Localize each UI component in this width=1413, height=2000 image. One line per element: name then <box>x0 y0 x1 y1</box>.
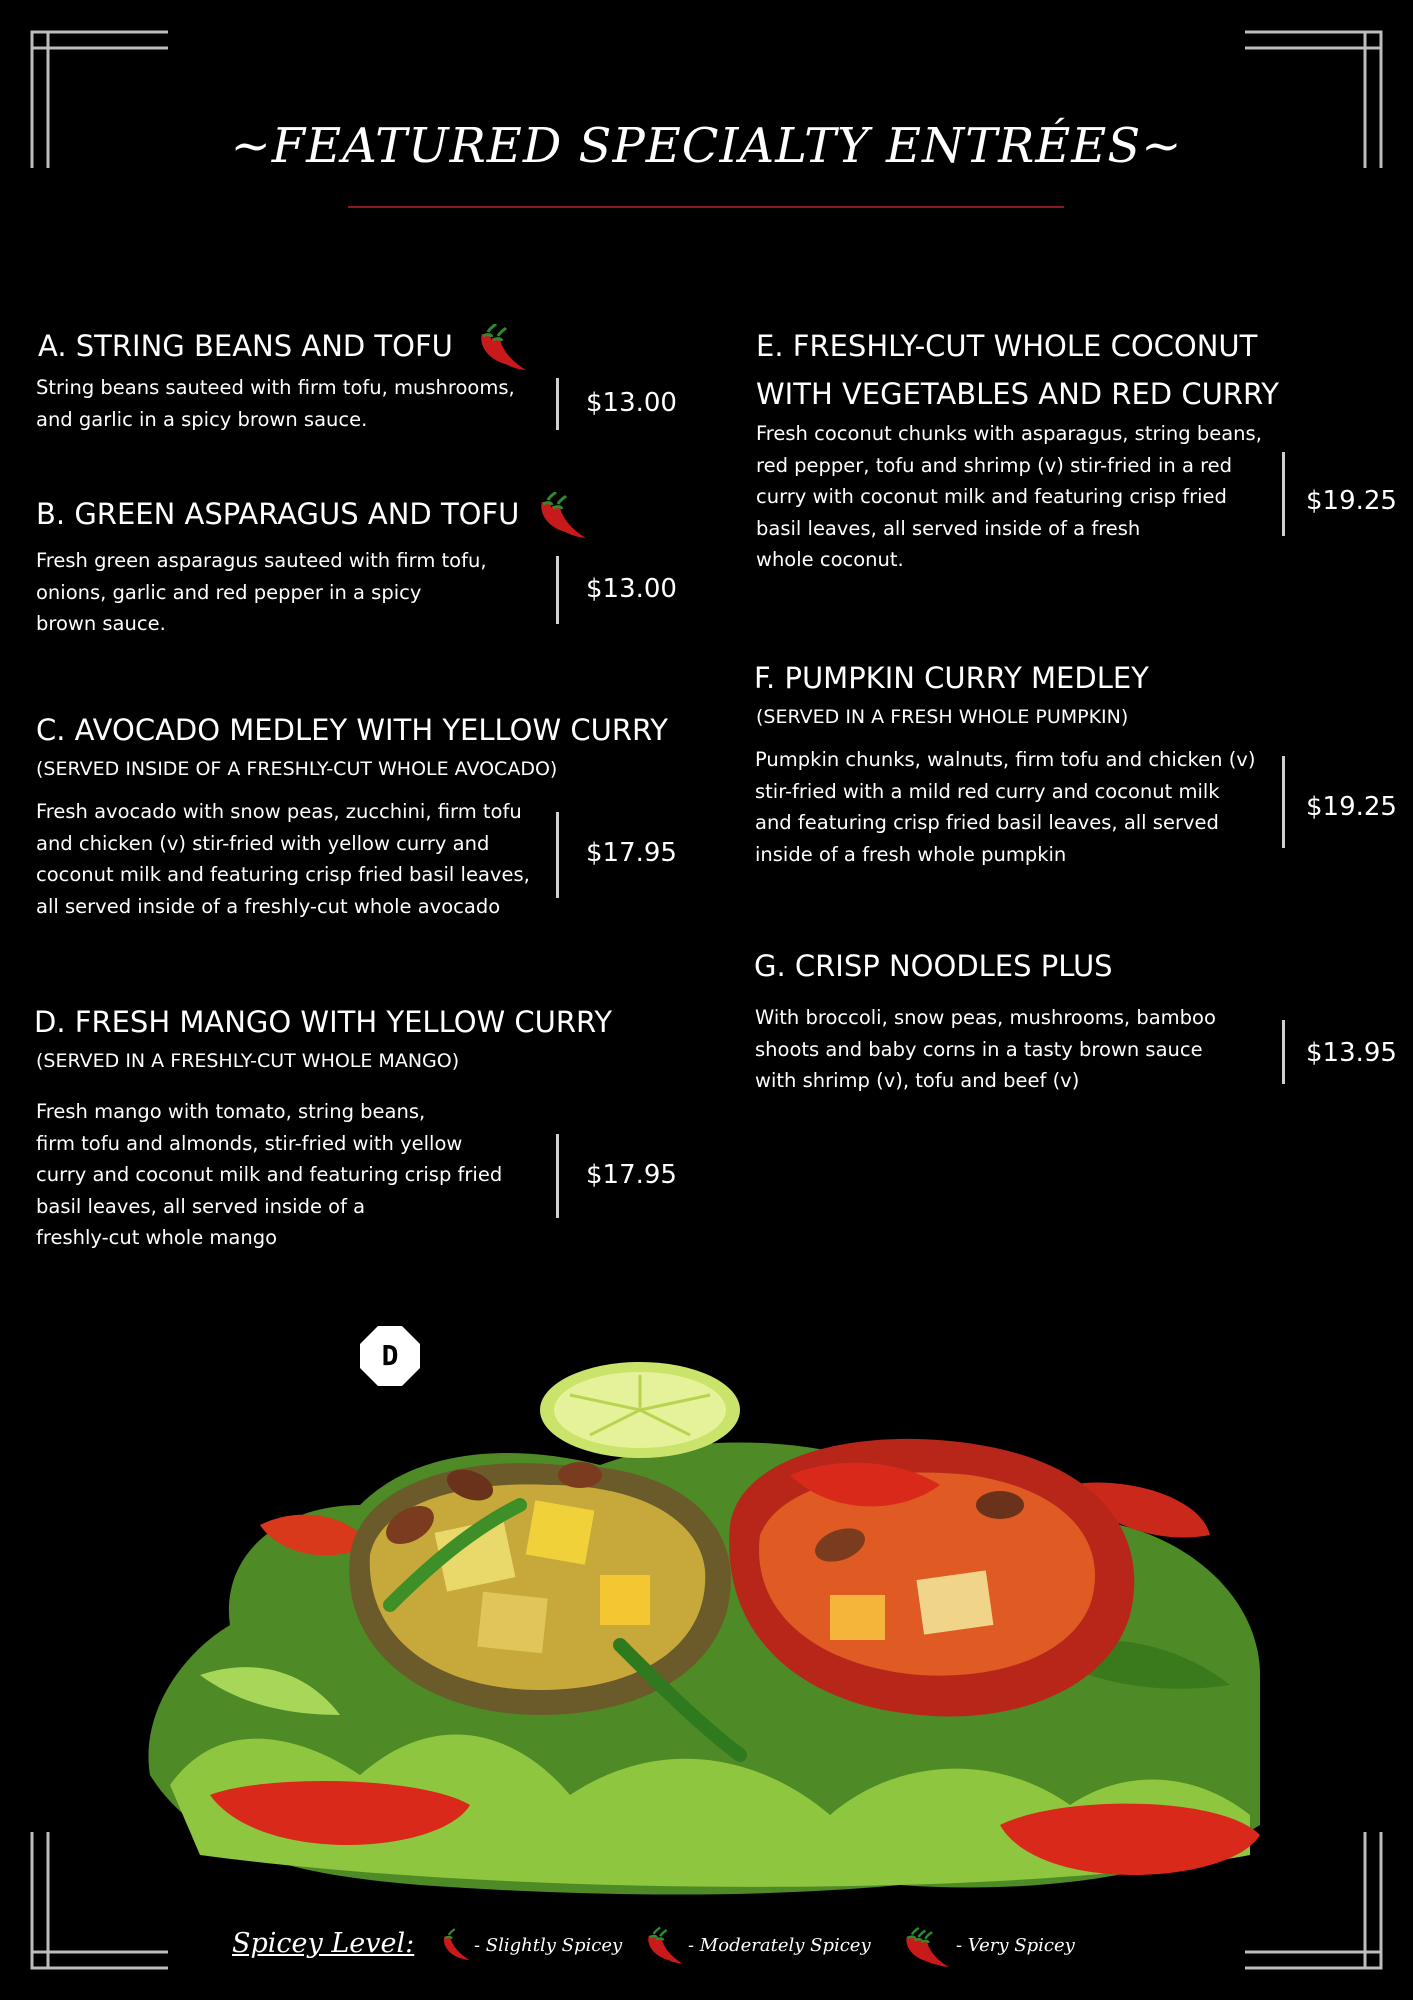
item-name: F. PUMPKIN CURRY MEDLEY <box>754 661 1149 695</box>
price-divider <box>556 556 559 624</box>
item-description: Fresh avocado with snow peas, zucchini, firm tofu and chicken (v) stir-fried with yellow curry and coconut milk and featuring crisp fried basil leaves, all served inside of a freshly-cut whole avocado <box>36 800 530 918</box>
item-name: G. CRISP NOODLES PLUS <box>754 949 1113 983</box>
chili-pepper-icon <box>644 1926 686 1966</box>
price-divider <box>556 378 559 430</box>
item-name-line-2: WITH VEGETABLES AND RED CURRY <box>756 377 1279 411</box>
menu-item-e <box>756 322 1279 418</box>
price-divider <box>556 812 559 898</box>
page-title: ~FEATURED SPECIALTY ENTRÉES~ <box>230 118 1183 174</box>
item-name: C. AVOCADO MEDLEY WITH YELLOW CURRY <box>36 713 669 747</box>
item-name: B. GREEN ASPARAGUS AND TOFU <box>36 497 520 531</box>
item-price: $17.95 <box>586 1160 677 1190</box>
item-description: String beans sauteed with firm tofu, mushrooms, and garlic in a spicy brown sauce. <box>36 376 515 431</box>
item-description: Pumpkin chunks, walnuts, firm tofu and chicken (v) stir-fried with a mild red curry and coconut milk and featuring crisp fried basil leaves, all served inside of a fresh whole pumpkin <box>755 748 1256 866</box>
item-price: $19.25 <box>1306 486 1397 516</box>
price-divider <box>1282 1020 1285 1084</box>
item-description: Fresh green asparagus sauteed with firm tofu, onions, garlic and red pepper in a spicy brown sauce. <box>36 549 487 635</box>
item-price: $19.25 <box>1306 792 1397 822</box>
item-description: Fresh mango with tomato, string beans, firm tofu and almonds, stir-fried with yellow curry and coconut milk and featuring crisp fried basil leaves, all served inside of a freshly-cut whole mango <box>36 1100 503 1249</box>
chili-pepper-icon <box>902 1926 952 1968</box>
item-name: A. STRING BEANS AND TOFU <box>38 329 453 363</box>
item-description: Fresh coconut chunks with asparagus, string beans, red pepper, tofu and shrimp (v) stir-fried in a red curry with coconut milk and featuring crisp fried basil leaves, all served inside of a fresh whole coconut. <box>756 422 1262 571</box>
item-subtitle: (SERVED INSIDE OF A FRESHLY-CUT WHOLE AVOCADO) <box>36 758 558 780</box>
title-divider <box>348 206 1064 208</box>
chili-pepper-icon <box>472 324 530 370</box>
menu-item-a <box>38 322 530 370</box>
item-price: $13.00 <box>586 388 677 418</box>
menu-item-g <box>754 942 1113 990</box>
item-price: $13.00 <box>586 574 677 604</box>
legend-moderately-spicy: - Moderately Spicey <box>688 1935 871 1956</box>
menu-item-d <box>34 998 612 1076</box>
chili-pepper-icon <box>534 492 592 538</box>
item-name: E. FRESHLY-CUT WHOLE COCONUT <box>756 329 1258 363</box>
legend-slightly-spicy: - Slightly Spicey <box>474 1935 623 1956</box>
legend-title: Spicey Level: <box>232 1928 415 1959</box>
menu-item-c <box>36 706 668 784</box>
chili-pepper-icon <box>440 1926 474 1966</box>
item-price: $17.95 <box>586 838 677 868</box>
price-divider <box>1282 756 1285 848</box>
price-divider <box>1282 452 1285 536</box>
photo-label-text: D <box>381 1339 399 1372</box>
item-price: $13.95 <box>1306 1038 1397 1068</box>
legend-very-spicy: - Very Spicey <box>956 1935 1075 1956</box>
item-subtitle: (SERVED IN A FRESHLY-CUT WHOLE MANGO) <box>36 1050 460 1072</box>
salad-photo-icon <box>140 1355 1270 1900</box>
menu-item-b <box>36 490 592 538</box>
menu-item-f <box>754 654 1149 732</box>
item-description: With broccoli, snow peas, mushrooms, bamboo shoots and baby corns in a tasty brown sauce with shrimp (v), tofu and beef (v) <box>755 1006 1216 1092</box>
item-name: D. FRESH MANGO WITH YELLOW CURRY <box>34 1005 613 1039</box>
item-subtitle: (SERVED IN A FRESH WHOLE PUMPKIN) <box>756 706 1129 728</box>
price-divider <box>556 1134 559 1218</box>
